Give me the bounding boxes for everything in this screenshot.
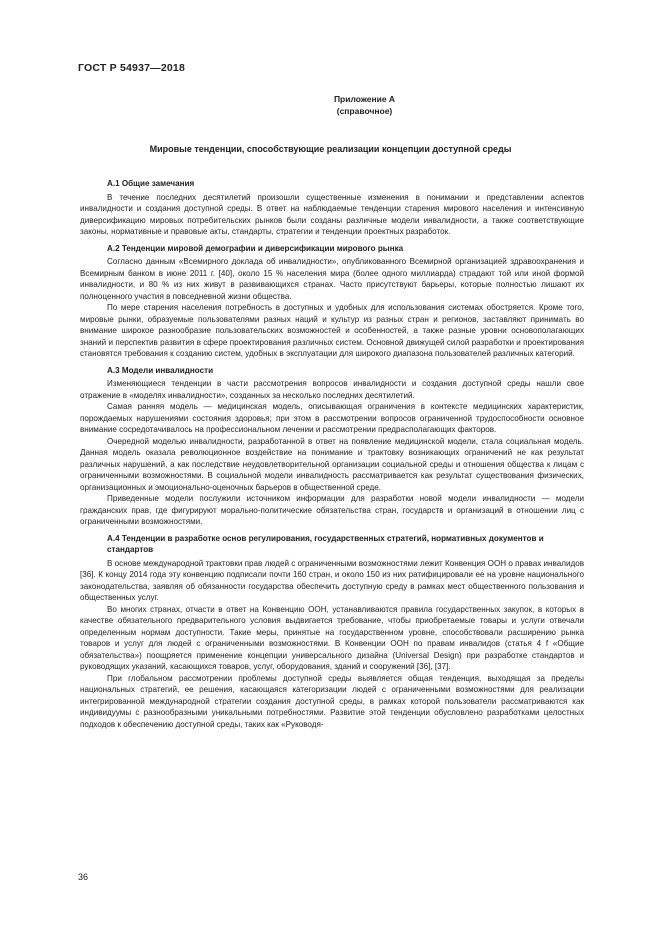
section-heading: А.3 Модели инвалидности (107, 365, 214, 375)
paragraph: При глобальном рассмотрении проблемы доступной среды выявляется общая тенденция, выходящая за пределы национальных стратегий, ее решения, касающаяся категоризации людей с ограниченными возможностями для реализации интегрированной международной стратегии создания доступной среды, в рамках которой пользователи рассматриваются как индивидуумы с разнообразными уникальными потребностями. Развитие этой тенденции обусловлено разработками целостных подходов к обеспечению доступной среды, таких как «Руководя- (80, 673, 584, 729)
appendix-label: Приложение А (333, 94, 396, 104)
appendix-title: Мировые тенденции, способствующие реализации концепции доступной среды (149, 144, 512, 154)
document-body (80, 174, 584, 735)
paragraph: Изменяющиеся тенденции в части рассмотрения вопросов инвалидности и создания доступной среды нашли свое отражение в «моделях инвалидности», созданных за несколько последних десятилетий. (80, 379, 584, 400)
section-a3 (80, 365, 584, 528)
section-a4 (80, 533, 584, 731)
paragraph: Очередной моделью инвалидности, разработанной в ответ на появление медицинской модели, стала социальная модель. Данная модель оказала революционное воздействие на понимание и трактовку возникающих ограничений не как результат различных нарушений, а как последствие неудовлетворительной организации социальной среды и отношения общества к лицам с ограниченными возможностями. В социальной модели инвалидность рассматривается как результат существования физических, организационных и эмоционально-оценочных барьеров в общественной среде. (80, 436, 584, 492)
paragraph: Во многих странах, отчасти в ответ на Конвенцию ООН, устанавливаются правила государственных закупок, в которых в качестве обязательного предварительного условия выдвигается требование, чтобы приобретаемые товары и услуги отвечали определенным нормам доступности. Такие меры, принятые на государственном уровне, способствовали расширению рынка товаров и услуг для людей с ограниченными возможностями. В Конвенции ООН по правам инвалидов (статья 4 f «Общие обязательства») поощряется применение концепции универсального дизайна (Universal Design) при разработке стандартов и руководящих указаний, касающихся товаров, услуг, оборудования, зданий и сооружений [36], [37]. (80, 604, 584, 671)
paragraph: Самая ранняя модель — медицинская модель, описывающая ограничения в контексте медицинских характеристик, порождаемых нарушениями состояния здоровья; при этом в рассмотрении вопросов ограниченной трудоспособности основное внимание сосредотачивалось на профессиональном лечении и рассмотрении предрасполагающих факторов. (80, 402, 584, 434)
paragraph: Согласно данным «Всемирного доклада об инвалидности», опубликованного Всемирной организацией здравоохранения и Всемирным банком в июне 2011 г. [40], около 15 % населения мира (более одного миллиарда) страдают той или иной формой инвалидности, и 80 % из них живут в развивающихся странах. Часто присутствуют барьеры, которые полностью лишают их полноценного участия в повседневной жизни общества. (80, 257, 584, 301)
section-a1 (80, 178, 584, 238)
section-heading: А.4 Тенденции в разработке основ регулирования, государственных стратегий, нормативных документов и стандартов (107, 533, 544, 554)
appendix-block (0, 93, 661, 117)
paragraph: В основе международной трактовки прав людей с ограниченными возможностями лежит Конвенция ООН о правах инвалидов [36]. К концу 2014 года эту конвенцию подписали почти 160 стран, и около 150 из них ратифицировали ее на уровне национального законодательства, заявляя об обязанности государства обеспечить доступную среду в рамках мест общественного пользования и общественных услуг. (80, 558, 584, 602)
section-heading: А.1 Общие замечания (107, 179, 195, 188)
paragraph: По мере старения населения потребность в доступных и удобных для использования системах обостряется. Кроме того, мировые рынки, образуемые пользователями разных наций и культур из разных стран и регионов, заставляют принимать во внимание широкое разнообразие пользовательских возможностей и особенностей, а также разные уровни основополагающих знаний и перспектив развития в сфере проектирования различных систем. Основной движущей силой разработки и проектирования становятся требования к созданию систем, удобных в эксплуатации для широкого диапазона пользователей различных категорий. (80, 303, 584, 358)
standard-header: ГОСТ Р 54937—2018 (78, 62, 186, 74)
paragraph: В течение последних десятилетий произошли существенные изменения в понимании и представлении аспектов инвалидности и создания доступной среды. В ответ на наблюдаемые тенденции старения мирового населения и интенсивную диверсификацию мировых потребительских рынков были созданы различные модели инвалидности, а также соответствующие законы, нормативные и правовые акты, стандарты, стратегии и тенденции проектных разработок. (80, 192, 584, 236)
section-a2 (80, 243, 584, 360)
paragraph: Приведенные модели послужили источником информации для разработки новой модели инвалидности — модели гражданских прав, где фигурируют морально-политические обязательства стран, государств и организаций в отношении лиц с ограниченными возможностями. (80, 494, 584, 526)
page-number: 36 (78, 872, 89, 882)
section-heading: А.2 Тенденции мировой демографии и диверсификации мирового рынка (107, 243, 404, 253)
appendix-type: (справочное) (336, 106, 393, 116)
